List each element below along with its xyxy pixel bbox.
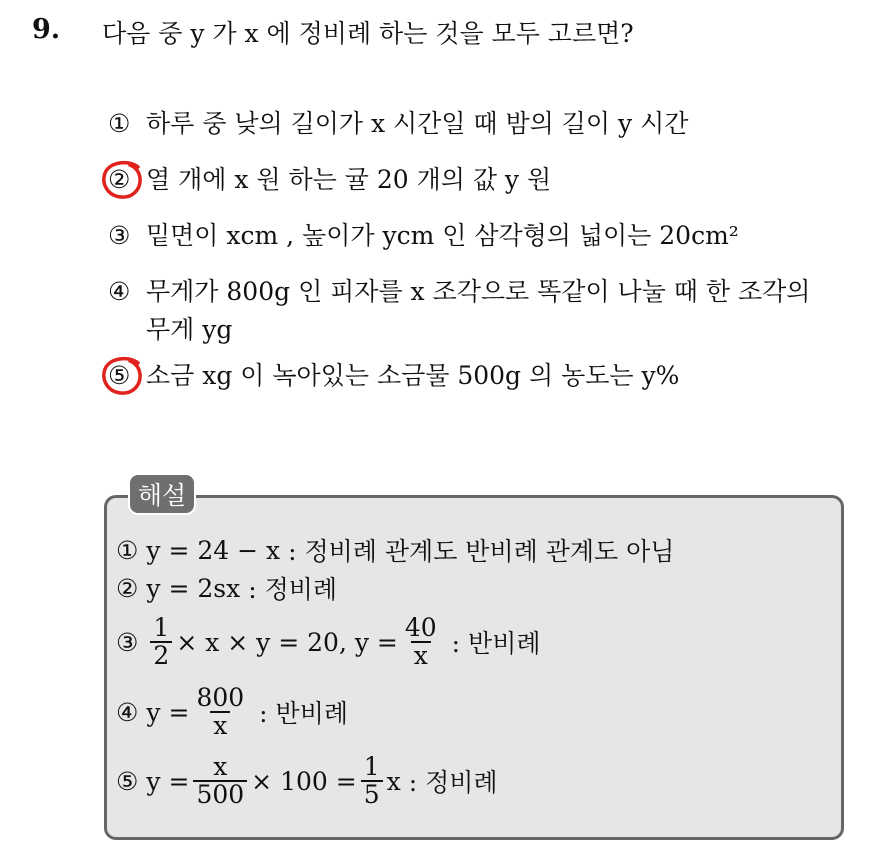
option-text: 소금 xg 이 녹아있는 소금물 500g 의 농도는 y% [146, 361, 680, 390]
question-text: 다음 중 y 가 x 에 정비례 하는 것을 모두 고르면? [102, 19, 634, 48]
option-5[interactable] [108, 356, 679, 396]
solution-number: ④ [116, 697, 139, 727]
solution-expression: y = 24 − x [146, 535, 281, 565]
fraction: $\frac{x}{500}$ [193, 754, 247, 809]
option-text: 밑면이 xcm , 높이가 ycm 인 삼각형의 넓이는 20cm² [146, 221, 739, 250]
solution-line-5 [116, 746, 498, 816]
option-3[interactable] [108, 216, 739, 256]
option-number: ④ [108, 277, 131, 306]
solution-line-3 [116, 607, 541, 677]
option-4[interactable] [108, 272, 810, 312]
solution-expression: x [386, 766, 401, 796]
option-number: ② [108, 165, 131, 194]
solution-expression: y = 2sx [146, 573, 241, 603]
option-2[interactable] [108, 160, 551, 200]
option-number: ① [108, 109, 131, 138]
option-text: 열 개에 x 원 하는 귤 20 개의 값 y 원 [146, 165, 552, 194]
solution-comment: : 반비례 [259, 699, 348, 728]
solution-number: ⑤ [116, 766, 139, 796]
fraction: $\frac{40}{x}$ [404, 612, 437, 670]
question-number: 9. [32, 14, 61, 45]
fraction: $\frac{800}{x}$ [196, 682, 245, 740]
solution-expression: y = [146, 697, 190, 727]
solution-expression: × x × y = 20, y = [176, 627, 398, 657]
solution-number: ② [116, 573, 139, 603]
solution-line-4 [116, 677, 348, 747]
option-number: ⑤ [108, 361, 131, 390]
option-text: 하루 중 낮의 길이가 x 시간일 때 밤의 길이 y 시간 [146, 109, 689, 138]
fraction: $\frac{1}{2}$ [150, 615, 172, 670]
solution-comment: : 정비례 관계도 반비례 관계도 아님 [288, 537, 675, 566]
solution-comment: : 정비례 [408, 768, 498, 797]
option-1[interactable] [108, 104, 688, 144]
solution-comment: : 정비례 [248, 575, 338, 604]
option-text: 무게가 800g 인 피자를 x 조각으로 똑같이 나눌 때 한 조각의 [146, 277, 811, 306]
solution-comment: : 반비례 [451, 629, 541, 658]
fraction: $\frac{1}{5}$ [361, 754, 383, 809]
solution-label: 해설 [128, 473, 196, 515]
option-number: ③ [108, 221, 131, 250]
solution-number: ③ [116, 627, 139, 657]
solution-expression: × 100 = [251, 766, 357, 796]
solution-expression: y = [146, 766, 190, 796]
solution-number: ① [116, 535, 139, 565]
option-4-continuation: 무게 yg [146, 315, 233, 344]
